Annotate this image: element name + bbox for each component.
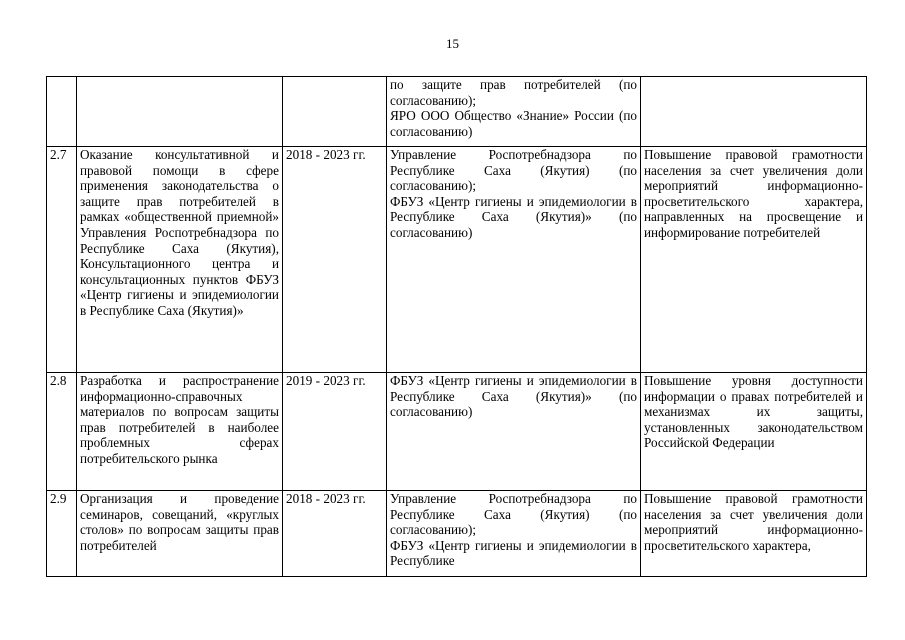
- result-cell: [641, 77, 867, 147]
- executor-line: ФБУЗ «Центр гигиены и эпидемиологии в Республике Саха (Якутия)» (по согласованию): [390, 193, 637, 240]
- executors-cell: [387, 147, 641, 373]
- years-cell: 2018 - 2023 гг.: [283, 147, 387, 373]
- executor-line: ЯРО ООО Общество «Знание» России (по согласованию): [390, 108, 637, 139]
- executor-line: Управление Роспотребнадзора по Республике Саха (Якутия) (по согласованию);: [390, 147, 637, 194]
- row-number-cell: 2.9: [47, 491, 77, 577]
- years-cell: [283, 77, 387, 147]
- table-row-2-9: [47, 491, 867, 577]
- executor-line: ФБУЗ «Центр гигиены и эпидемиологии в Республике Саха (Якутия)» (по согласованию): [390, 373, 637, 420]
- activity-cell: [77, 77, 283, 147]
- executors-cell: [387, 491, 641, 577]
- activity-cell: Разработка и распространение информационно-справочных материалов по вопросам защиты прав потребителей в наиболее проблемных сферах потребительского рынка: [77, 373, 283, 491]
- result-cell: Повышение уровня доступности информации о правах потребителей и механизмах их защиты, установленных законодательством Российской Федерации: [641, 373, 867, 491]
- page-number: 15: [446, 36, 459, 51]
- activity-cell: Оказание консультативной и правовой помощи в сфере применения законодательства о защите прав потребителей в рамках «общественной приемной» Управления Роспотребнадзора по Республике Саха (Якутия), Консультационного центра и консультационных пунктов ФБУЗ «Центр гигиены и эпидемиологии в Республике Саха (Якутия)»: [77, 147, 283, 373]
- executors-cell: [387, 77, 641, 147]
- table-row-2-7: [47, 147, 867, 373]
- measures-table: [46, 76, 867, 577]
- activity-cell: Организация и проведение семинаров, совещаний, «круглых столов» по вопросам защиты прав потребителей: [77, 491, 283, 577]
- table-row-continuation: [47, 77, 867, 147]
- executor-line: по защите прав потребителей (по согласованию);: [390, 77, 637, 108]
- row-number-cell: [47, 77, 77, 147]
- result-cell: Повышение правовой грамотности населения за счет увеличения доли мероприятий информационно-просветительского характера,: [641, 491, 867, 577]
- result-cell: Повышение правовой грамотности населения за счет увеличения доли мероприятий информационно-просветительского характера, направленных на просвещение и информирование потребителей: [641, 147, 867, 373]
- table-row-2-8: [47, 373, 867, 491]
- executor-line: Управление Роспотребнадзора по Республике Саха (Якутия) (по согласованию);: [390, 491, 637, 538]
- years-cell: 2019 - 2023 гг.: [283, 373, 387, 491]
- row-number-cell: 2.8: [47, 373, 77, 491]
- years-cell: 2018 - 2023 гг.: [283, 491, 387, 577]
- row-number-cell: 2.7: [47, 147, 77, 373]
- executors-cell: [387, 373, 641, 491]
- executor-line: ФБУЗ «Центр гигиены и эпидемиологии в Республике: [390, 537, 637, 569]
